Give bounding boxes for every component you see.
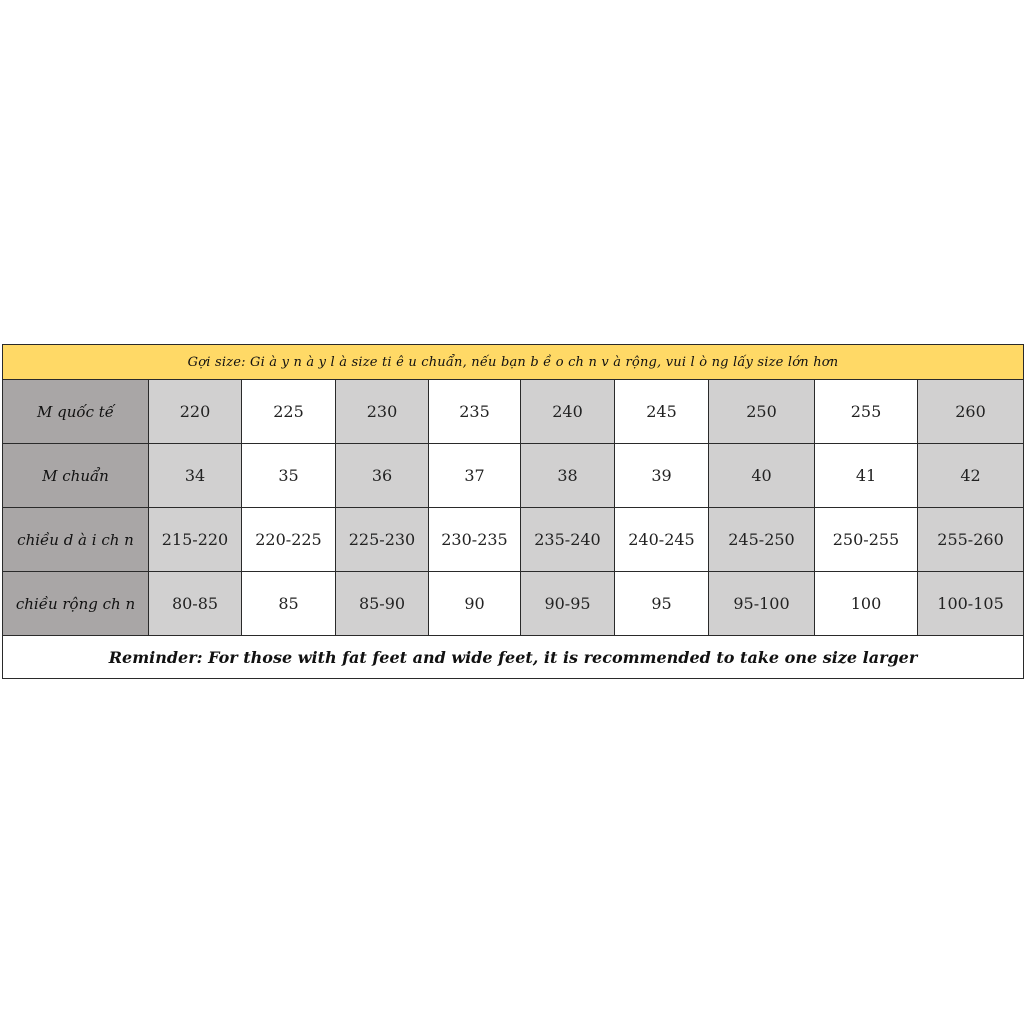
table-cell: 220 bbox=[149, 380, 242, 444]
table-cell: 240 bbox=[521, 380, 615, 444]
row-label-foot-width: chiều rộng ch n bbox=[3, 572, 149, 636]
table-cell: 250-255 bbox=[815, 508, 918, 572]
table-cell: 245-250 bbox=[709, 508, 815, 572]
table-cell: 230 bbox=[336, 380, 429, 444]
reminder-row bbox=[3, 636, 1024, 679]
table-row-international-size bbox=[3, 380, 1024, 444]
table-cell: 240-245 bbox=[615, 508, 709, 572]
table-cell: 260 bbox=[918, 380, 1024, 444]
table-cell: 41 bbox=[815, 444, 918, 508]
row-label-standard-size: M chuẩn bbox=[3, 444, 149, 508]
banner-row bbox=[3, 345, 1024, 380]
table-cell: 90 bbox=[429, 572, 521, 636]
table-cell: 255-260 bbox=[918, 508, 1024, 572]
table-cell: 235 bbox=[429, 380, 521, 444]
table-cell: 255 bbox=[815, 380, 918, 444]
table-cell: 100-105 bbox=[918, 572, 1024, 636]
table-cell: 80-85 bbox=[149, 572, 242, 636]
table-cell: 36 bbox=[336, 444, 429, 508]
row-label-foot-length: chiều d à i ch n bbox=[3, 508, 149, 572]
table-cell: 95-100 bbox=[709, 572, 815, 636]
table-row-foot-length bbox=[3, 508, 1024, 572]
table-cell: 85-90 bbox=[336, 572, 429, 636]
table-cell: 245 bbox=[615, 380, 709, 444]
table-cell: 38 bbox=[521, 444, 615, 508]
table-row-foot-width bbox=[3, 572, 1024, 636]
table-cell: 220-225 bbox=[242, 508, 336, 572]
table-cell: 250 bbox=[709, 380, 815, 444]
table-cell: 100 bbox=[815, 572, 918, 636]
table-cell: 40 bbox=[709, 444, 815, 508]
table-cell: 225-230 bbox=[336, 508, 429, 572]
size-chart-table bbox=[2, 344, 1024, 679]
table-cell: 95 bbox=[615, 572, 709, 636]
table-cell: 37 bbox=[429, 444, 521, 508]
table-cell: 230-235 bbox=[429, 508, 521, 572]
row-label-international-size: M quốc tế bbox=[3, 380, 149, 444]
table-cell: 215-220 bbox=[149, 508, 242, 572]
size-advice-banner: Gợi size: Gi à y n à y l à size ti ê u chuẩn, nếu bạn b ề o ch n v à rộng, vui l ò ng lấy size lớn hơn bbox=[3, 345, 1024, 380]
table-row-standard-size bbox=[3, 444, 1024, 508]
table-cell: 225 bbox=[242, 380, 336, 444]
table-cell: 85 bbox=[242, 572, 336, 636]
table-cell: 90-95 bbox=[521, 572, 615, 636]
table-cell: 235-240 bbox=[521, 508, 615, 572]
table-cell: 34 bbox=[149, 444, 242, 508]
table-cell: 39 bbox=[615, 444, 709, 508]
table-cell: 42 bbox=[918, 444, 1024, 508]
table-cell: 35 bbox=[242, 444, 336, 508]
reminder-note: Reminder: For those with fat feet and wide feet, it is recommended to take one size larger bbox=[3, 636, 1024, 679]
